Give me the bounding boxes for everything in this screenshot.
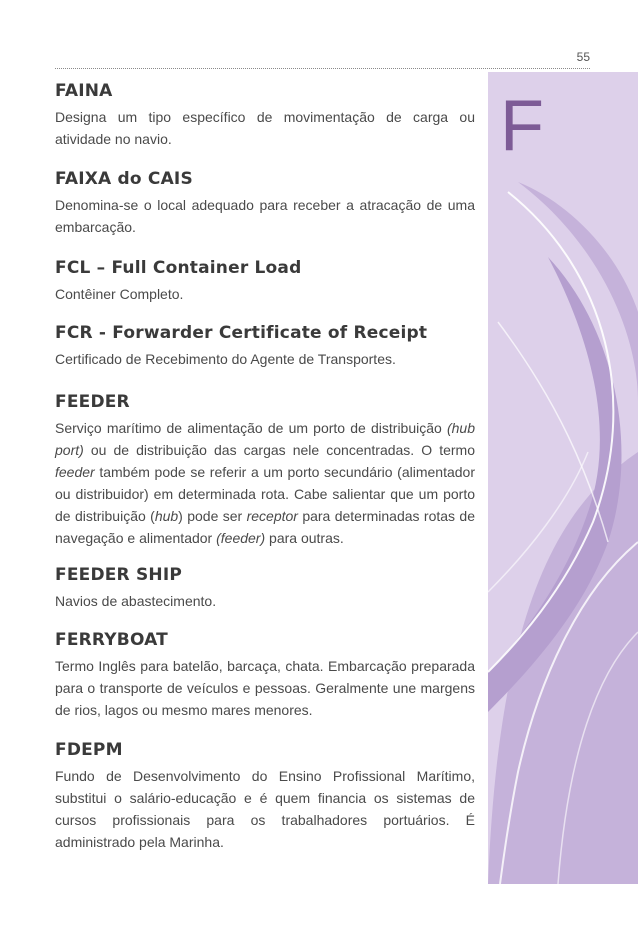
entry-term: FDEPM — [55, 740, 123, 760]
desc-italic: hub — [154, 508, 179, 524]
entry-term: FEEDER — [55, 392, 130, 412]
entry-description: Contêiner Completo. — [55, 286, 184, 302]
glossary-entry — [55, 391, 475, 549]
entry-description: Certificado de Recebimento do Agente de Transportes. — [55, 351, 396, 367]
desc-text: ) pode ser — [178, 508, 247, 524]
entry-description: Termo Inglês para batelão, barcaça, chata. Embarcação preparada para o transporte de veículos e pessoas. Geralmente une margens de rios, lagos ou mesmo mares menores. — [55, 658, 475, 718]
entry-description — [55, 417, 475, 549]
entry-description: Navios de abastecimento. — [55, 593, 217, 609]
desc-text: Serviço marítimo de alimentação de um porto de distribuição — [55, 420, 447, 436]
desc-text: ou de distribuição das cargas nele concentradas. O termo — [83, 442, 475, 458]
page-number: 55 — [576, 50, 590, 64]
desc-italic: (hub port) — [55, 420, 475, 458]
desc-text: para determinadas rotas de navegação e alimentador — [55, 508, 475, 546]
glossary-entry — [55, 80, 475, 150]
desc-text: também pode se referir a um porto secundário (alimentador ou distribuidor) em determinada rota. Cabe salientar que um porto de distribuição ( — [55, 464, 475, 524]
decorative-side-panel — [488, 72, 638, 884]
entry-term: FEEDER SHIP — [55, 565, 183, 585]
glossary-entry — [55, 168, 475, 238]
wave-pattern-graphic — [488, 72, 638, 884]
desc-italic: feeder — [55, 464, 95, 480]
entry-term: FERRYBOAT — [55, 630, 168, 650]
entry-description: Denomina-se o local adequado para receber a atracação de uma embarcação. — [55, 197, 475, 235]
entry-term: FCL – Full Container Load — [55, 258, 302, 278]
entry-description: Fundo de Desenvolvimento do Ensino Profissional Marítimo, substitui o salário-educação e é quem financia os sistemas de cursos profissionais para os trabalhadores portuários. É administrado pela Marinha. — [55, 768, 475, 850]
glossary-entry — [55, 739, 475, 853]
entry-term: FCR - Forwarder Certificate of Receipt — [55, 323, 428, 343]
section-letter: F — [500, 86, 544, 166]
glossary-entry — [55, 629, 475, 721]
header-rule — [55, 68, 590, 69]
entry-term: FAIXA do CAIS — [55, 169, 193, 189]
desc-italic: (feeder) — [216, 530, 266, 546]
glossary-entry — [55, 322, 427, 370]
desc-italic: receptor — [246, 508, 298, 524]
desc-text: para outras. — [265, 530, 344, 546]
glossary-entry — [55, 257, 301, 305]
entry-description: Designa um tipo específico de movimentação de carga ou atividade no navio. — [55, 109, 475, 147]
glossary-entry — [55, 564, 216, 612]
entry-term: FAINA — [55, 81, 113, 101]
